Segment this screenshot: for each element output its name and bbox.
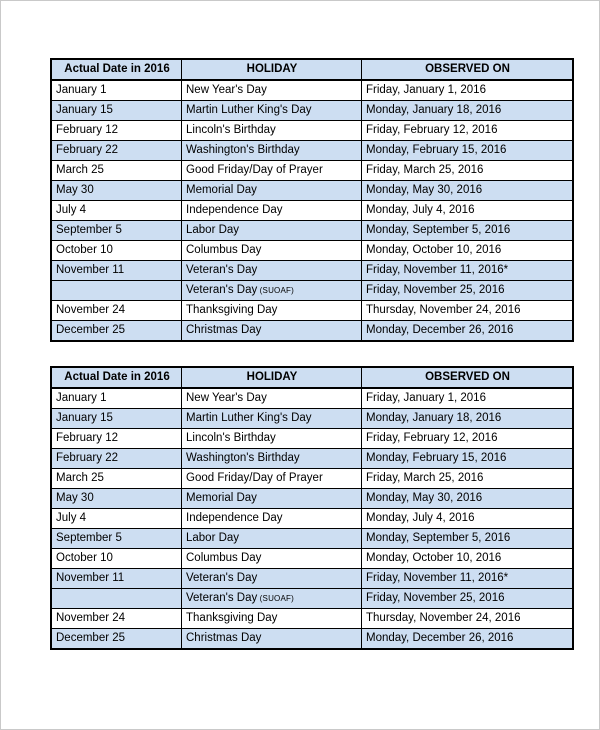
date-cell: January 15: [51, 101, 182, 121]
holiday-name: Good Friday/Day of Prayer: [186, 164, 323, 176]
date-cell: May 30: [51, 489, 182, 509]
observed-cell: Thursday, November 24, 2016: [362, 609, 574, 629]
table-row: [51, 161, 573, 181]
column-header: HOLIDAY: [182, 59, 362, 80]
holiday-name: Veteran's Day: [186, 592, 258, 604]
date-cell: March 25: [51, 469, 182, 489]
date-cell: March 25: [51, 161, 182, 181]
holiday-cell: [182, 409, 362, 429]
holiday-cell: [182, 80, 362, 101]
table-row: [51, 221, 573, 241]
table-row: [51, 429, 573, 449]
table-row: [51, 569, 573, 589]
holiday-name: Memorial Day: [186, 184, 257, 196]
header-row: [51, 367, 573, 388]
date-cell: December 25: [51, 629, 182, 650]
table-row: [51, 589, 573, 609]
holiday-name: Lincoln's Birthday: [186, 432, 276, 444]
holiday-cell: [182, 301, 362, 321]
holiday-cell: [182, 589, 362, 609]
holiday-cell: [182, 161, 362, 181]
observed-cell: Monday, February 15, 2016: [362, 141, 574, 161]
date-cell: January 1: [51, 80, 182, 101]
table-row: [51, 469, 573, 489]
date-cell: January 15: [51, 409, 182, 429]
holiday-name: Thanksgiving Day: [186, 304, 278, 316]
table-row: [51, 529, 573, 549]
table-row: [51, 449, 573, 469]
holiday-cell: [182, 609, 362, 629]
observed-cell: Monday, February 15, 2016: [362, 449, 574, 469]
date-cell: October 10: [51, 549, 182, 569]
date-cell: November 24: [51, 609, 182, 629]
table-row: [51, 388, 573, 409]
observed-cell: Friday, November 25, 2016: [362, 281, 574, 301]
holiday-cell: [182, 121, 362, 141]
observed-cell: Friday, November 25, 2016: [362, 589, 574, 609]
date-cell: [51, 589, 182, 609]
holiday-cell: [182, 141, 362, 161]
table-row: [51, 321, 573, 342]
holiday-cell: [182, 629, 362, 650]
holiday-table-first: [50, 58, 574, 342]
column-header: OBSERVED ON: [362, 367, 574, 388]
date-cell: September 5: [51, 529, 182, 549]
header-row: [51, 59, 573, 80]
holiday-cell: [182, 388, 362, 409]
date-cell: November 24: [51, 301, 182, 321]
date-cell: May 30: [51, 181, 182, 201]
holiday-cell: [182, 569, 362, 589]
table-row: [51, 509, 573, 529]
holiday-name: Labor Day: [186, 224, 240, 236]
holiday-name: Labor Day: [186, 532, 240, 544]
observed-cell: Monday, May 30, 2016: [362, 489, 574, 509]
tables-container: [50, 58, 574, 674]
table-row: [51, 409, 573, 429]
holiday-cell: [182, 429, 362, 449]
observed-cell: Monday, September 5, 2016: [362, 221, 574, 241]
holiday-name: Veteran's Day: [186, 572, 258, 584]
date-cell: September 5: [51, 221, 182, 241]
date-cell: February 22: [51, 141, 182, 161]
date-cell: July 4: [51, 509, 182, 529]
holiday-name: Christmas Day: [186, 632, 262, 644]
observed-cell: Monday, September 5, 2016: [362, 529, 574, 549]
observed-cell: Monday, May 30, 2016: [362, 181, 574, 201]
holiday-note: (SUOAF): [257, 286, 294, 295]
holiday-name: Columbus Day: [186, 244, 262, 256]
holiday-cell: [182, 321, 362, 342]
table-row: [51, 261, 573, 281]
holiday-cell: [182, 509, 362, 529]
holiday-name: Independence Day: [186, 512, 283, 524]
observed-cell: Monday, October 10, 2016: [362, 241, 574, 261]
date-cell: [51, 281, 182, 301]
holiday-cell: [182, 241, 362, 261]
holiday-cell: [182, 549, 362, 569]
table-row: [51, 121, 573, 141]
holiday-name: Veteran's Day: [186, 264, 258, 276]
holiday-name: Thanksgiving Day: [186, 612, 278, 624]
holiday-note: (SUOAF): [257, 594, 294, 603]
column-header: Actual Date in 2016: [51, 59, 182, 80]
holiday-name: Washington's Birthday: [186, 144, 300, 156]
observed-cell: Friday, February 12, 2016: [362, 121, 574, 141]
holiday-cell: [182, 101, 362, 121]
date-cell: October 10: [51, 241, 182, 261]
holiday-cell: [182, 449, 362, 469]
observed-cell: Friday, January 1, 2016: [362, 388, 574, 409]
holiday-name: Veteran's Day: [186, 284, 258, 296]
table-row: [51, 281, 573, 301]
observed-cell: Friday, January 1, 2016: [362, 80, 574, 101]
holiday-cell: [182, 261, 362, 281]
holiday-cell: [182, 181, 362, 201]
column-header: HOLIDAY: [182, 367, 362, 388]
table-row: [51, 201, 573, 221]
observed-cell: Thursday, November 24, 2016: [362, 301, 574, 321]
holiday-table-second: [50, 366, 574, 650]
table-row: [51, 181, 573, 201]
holiday-cell: [182, 281, 362, 301]
holiday-name: New Year's Day: [186, 84, 267, 96]
observed-cell: Monday, December 26, 2016: [362, 321, 574, 342]
holiday-name: Washington's Birthday: [186, 452, 300, 464]
date-cell: November 11: [51, 261, 182, 281]
date-cell: January 1: [51, 388, 182, 409]
holiday-name: Martin Luther King's Day: [186, 412, 312, 424]
holiday-cell: [182, 469, 362, 489]
date-cell: February 22: [51, 449, 182, 469]
observed-cell: Monday, July 4, 2016: [362, 201, 574, 221]
column-header: Actual Date in 2016: [51, 367, 182, 388]
holiday-name: Lincoln's Birthday: [186, 124, 276, 136]
holiday-cell: [182, 529, 362, 549]
table-row: [51, 80, 573, 101]
observed-cell: Friday, March 25, 2016: [362, 469, 574, 489]
table-row: [51, 629, 573, 650]
table-row: [51, 301, 573, 321]
table-row: [51, 101, 573, 121]
date-cell: December 25: [51, 321, 182, 342]
observed-cell: Friday, November 11, 2016*: [362, 261, 574, 281]
observed-cell: Friday, March 25, 2016: [362, 161, 574, 181]
date-cell: July 4: [51, 201, 182, 221]
observed-cell: Friday, November 11, 2016*: [362, 569, 574, 589]
observed-cell: Friday, February 12, 2016: [362, 429, 574, 449]
date-cell: February 12: [51, 121, 182, 141]
observed-cell: Monday, October 10, 2016: [362, 549, 574, 569]
observed-cell: Monday, July 4, 2016: [362, 509, 574, 529]
observed-cell: Monday, January 18, 2016: [362, 409, 574, 429]
table-row: [51, 141, 573, 161]
table-row: [51, 241, 573, 261]
table-row: [51, 549, 573, 569]
observed-cell: Monday, January 18, 2016: [362, 101, 574, 121]
holiday-name: Columbus Day: [186, 552, 262, 564]
holiday-name: Memorial Day: [186, 492, 257, 504]
table-row: [51, 489, 573, 509]
date-cell: November 11: [51, 569, 182, 589]
holiday-name: Independence Day: [186, 204, 283, 216]
column-header: OBSERVED ON: [362, 59, 574, 80]
holiday-name: Martin Luther King's Day: [186, 104, 312, 116]
holiday-name: Christmas Day: [186, 324, 262, 336]
observed-cell: Monday, December 26, 2016: [362, 629, 574, 650]
date-cell: February 12: [51, 429, 182, 449]
table-row: [51, 609, 573, 629]
holiday-name: New Year's Day: [186, 392, 267, 404]
holiday-cell: [182, 489, 362, 509]
holiday-cell: [182, 201, 362, 221]
holiday-cell: [182, 221, 362, 241]
holiday-name: Good Friday/Day of Prayer: [186, 472, 323, 484]
